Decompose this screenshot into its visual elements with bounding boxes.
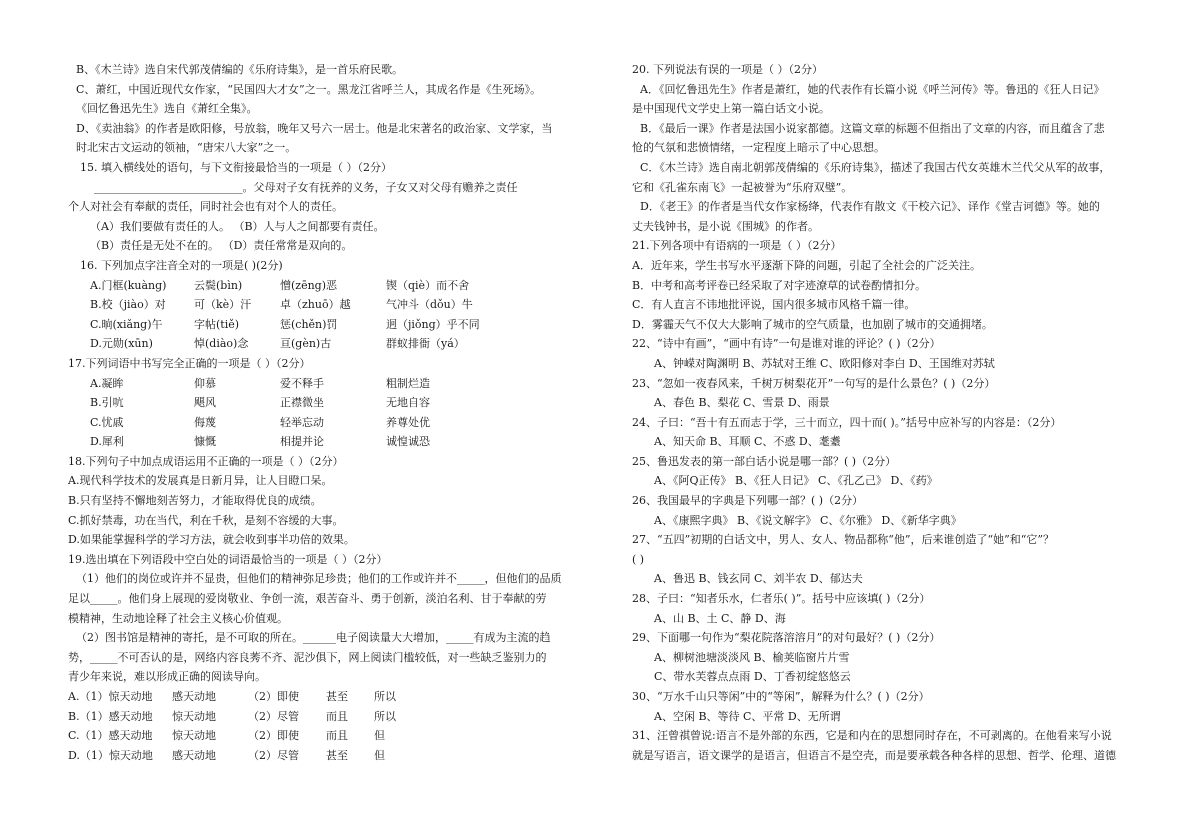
q14-option-b: B、《木兰诗》选自宋代郭茂倩编的《乐府诗集》，是一首乐府民歌。: [76, 63, 404, 76]
q17-a-item1: A.凝眸: [90, 376, 124, 390]
q16-option-a: [68, 276, 588, 296]
q16-d-item1: D.元勋(xūn): [90, 337, 153, 351]
q21-option-b: B．中考和高考评卷已经采取了对字迹潦草的试卷酌情扣分。: [632, 278, 927, 292]
q16-c-item1: C.晌(xiǎng)午: [90, 317, 163, 331]
q14-option-d-line2: 时北宋古文运动的领袖，“唐宋八大家”之一。: [76, 141, 297, 155]
q20-option-d-line2: 丈夫钱钟书，是小说《围城》的作者。: [632, 219, 819, 233]
q17-c-item3: 轻举忘动: [280, 415, 324, 429]
q23-options: A、春色 B、梨花 C、雪景 D、雨景: [654, 396, 830, 410]
q19-passage1-line2: 足以_____。他们身上展现的爱岗敬业、争创一流，艰苦奋斗、勇于创新，淡泊名利、甘于奉献的劳: [68, 592, 547, 606]
q19-b-item2: 惊天动地: [172, 709, 216, 723]
q17-stem: 17.下列词语中书写完全正确的一项是（ ）（2分）: [68, 356, 311, 370]
q19-option-a: [68, 687, 588, 707]
q15-text-line1: ___________________________。父母对子女有抚养的义务，子女又对父母有赡养之责任: [94, 180, 518, 194]
q17-b-item2: 飓风: [194, 396, 216, 410]
q19-c-item3: （2）即使: [248, 729, 299, 743]
q23-stem: 23、“忽如一夜春风来，千树万树梨花开”一句写的是什么景色？( )（2分）: [632, 376, 996, 390]
q20-option-c-line2: 它和《孔雀东南飞》一起被誉为“乐府双璧”。: [632, 180, 853, 194]
left-column: [68, 60, 588, 765]
q19-a-item2: 感天动地: [172, 690, 216, 703]
q19-a-item4: 甚至: [326, 690, 348, 703]
q19-a-item5: 所以: [374, 690, 396, 703]
q18-option-c: C.抓好禁毒，功在当代，利在千秋，是刻不容缓的大事。: [68, 513, 344, 527]
q14-option-d-line1: D、《卖油翁》的作者是欧阳修，号放翁，晚年又号六一居士。他是北宋著名的政治家、文学家，当: [76, 121, 553, 135]
q21-option-c: C．有人直言不讳地批评说，国内很多城市风格千篇一律。: [632, 298, 916, 312]
q18-stem: 18.下列句子中加点成语运用不正确的一项是（ ）（2分）: [68, 454, 344, 468]
q17-a-item4: 粗制烂造: [386, 376, 430, 390]
q19-c-item2: 惊天动地: [172, 729, 216, 743]
q15-stem: 15. 填入横线处的语句，与下文衔接最恰当的一项是（ ）（2分）: [80, 160, 392, 174]
q16-b-item2: 可（kè）汗: [194, 298, 252, 312]
q16-d-item4: 群蚁排衙（yá）: [386, 337, 465, 351]
q19-stem: 19.选出填在下列语段中空白处的词语最恰当的一项是（ ）（2分）: [68, 552, 388, 566]
q29-options-line1: A、柳树池塘淡淡风 B、榆荚临窗片片雪: [654, 650, 850, 664]
q14-option-c-line2: 《回忆鲁迅先生》选自《萧红全集》。: [76, 102, 258, 116]
q16-stem: 16. 下列加点字注音全对的一项是( )(2分): [80, 258, 283, 272]
q17-b-item3: 正襟微坐: [280, 396, 324, 410]
q15-options-line1: （A）我们要做有责任的人。 （B）人与人之间都要有责任。: [90, 219, 385, 233]
q14-option-c-line1: C、萧红，中国近现代女作家，“民国四大才女”之一。黑龙江省呼兰人，其成名作是《生死场》。: [76, 82, 542, 96]
q18-option-b: B.只有坚持不懈地刻苦努力，才能取得优良的成绩。: [68, 494, 322, 508]
q27-stem-line1: 27、“五四”初期的白话文中，男人、女人、物品都称“他”，后来谁创造了“她”和“它”？: [632, 533, 1054, 547]
q29-stem: 29、下面哪一句作为“梨花院落溶溶月”的对句最好？( )（2分）: [632, 631, 941, 645]
q19-passage1-line3: 模精神，生动地诠释了社会主义核心价值观。: [68, 611, 288, 625]
q17-d-item1: D.犀利: [90, 435, 124, 449]
q26-stem: 26、我国最早的字典是下列哪一部？( )（2分）: [632, 494, 864, 508]
q19-d-item4: 甚至: [326, 748, 348, 762]
q17-b-item1: B.引吭: [90, 396, 124, 410]
right-column: [632, 60, 1162, 765]
q19-a-item1: A.（1）惊天动地: [68, 690, 153, 703]
q19-passage2-line2: 势，_____不可否认的是，网络内容良莠不齐、泥沙俱下，网上阅读门槛较低，对一些缺乏鉴别力的: [68, 650, 547, 664]
q27-stem-line2: ( ): [632, 552, 645, 566]
q19-b-item5: 所以: [374, 709, 396, 723]
q20-option-d-line1: D．《老王》的作者是当代女作家杨绛，代表作有散文《干校六记》、译作《堂吉诃德》等。她的: [640, 200, 1100, 214]
q29-options-line2: C、带水芙蓉点点雨 D、丁香初绽悠悠云: [654, 670, 851, 684]
q17-option-d: [68, 432, 588, 452]
q17-c-item2: 侮蔑: [194, 415, 216, 429]
q17-c-item1: C.忧戚: [90, 415, 124, 429]
q27-options: A、鲁迅 B、钱玄同 C、刘半农 D、郁达夫: [654, 572, 863, 586]
q20-option-c-line1: C．《木兰诗》选自南北朝郭茂倩编的《乐府诗集》，描述了我国古代女英雄木兰代父从军的故事，: [640, 160, 1111, 174]
q19-c-item4: 而且: [326, 729, 348, 743]
q19-c-item5: 但: [374, 729, 385, 743]
q17-d-item2: 慷慨: [194, 435, 216, 449]
q31-line1: 31、汪曾祺曾说:语言不是外部的东西，它是和内在的思想同时存在，不可剥离的。在他看来写小说: [632, 729, 1112, 743]
q16-c-item3: 惩(chěn)罚: [280, 317, 338, 331]
q16-d-item3: 亘(gèn)古: [280, 337, 332, 351]
q19-option-d: [68, 746, 588, 766]
q19-d-item1: D.（1）惊天动地: [68, 748, 153, 762]
q25-stem: 25、鲁迅发表的第一部白话小说是哪一部？( )（2分）: [632, 454, 897, 468]
q22-stem: 22、“诗中有画”，“画中有诗”一句是谁对谁的评论？( )（2分）: [632, 337, 941, 351]
q16-option-d: [68, 334, 588, 354]
q20-option-b-line1: B．《最后一课》作者是法国小说家都德。这篇文章的标题不但指出了文章的内容，而且蕴含了悲: [640, 121, 1105, 135]
q16-c-item4: 迥（jiǒng）乎不同: [386, 317, 480, 331]
q19-option-c: [68, 726, 588, 746]
q28-options: A、山 B、土 C、静 D、海: [654, 611, 786, 625]
q16-b-item3: 卓（zhuō）越: [280, 298, 351, 312]
q16-d-item2: 悼(diào)念: [194, 337, 249, 351]
q19-c-item1: C.（1）感天动地: [68, 729, 153, 743]
q17-a-item2: 仰慕: [194, 376, 216, 390]
q15-options-line2: （B）责任是无处不在的。 （D）责任常常是双向的。: [90, 239, 353, 253]
q19-b-item3: （2）尽管: [248, 709, 299, 723]
q17-a-item3: 爱不释手: [280, 376, 324, 390]
q20-option-a-line2: 是中国现代文学史上第一篇白话文小说。: [632, 102, 830, 116]
q17-c-item4: 养尊处优: [386, 415, 430, 429]
q16-option-c: [68, 315, 588, 335]
q16-a-item3: 憎(zēng)恶: [280, 278, 338, 292]
q15-text-line2: 个人对社会有奉献的责任，同时社会也有对个人的责任。: [68, 200, 343, 214]
q18-option-d: D.如果能掌握科学的学习方法，就会收到事半功倍的效果。: [68, 533, 355, 547]
q18-option-a: A.现代科学技术的发展真是日新月异，让人目瞪口呆。: [68, 474, 333, 488]
q19-passage2-line1: （2）图书馆是精神的寄托，是不可取的所在。______电子阅读量大大增加，_____有成为主流的趋: [76, 631, 551, 645]
q24-options: A、知天命 B、耳顺 C、不惑 D、耄耋: [654, 435, 841, 449]
q16-option-b: [68, 295, 588, 315]
q19-b-item4: 而且: [326, 709, 348, 723]
q16-c-item2: 字帖(tiě): [194, 317, 240, 331]
q17-b-item4: 无地自容: [386, 396, 430, 410]
q19-d-item5: 但: [374, 748, 385, 762]
q16-a-item1: A.门框(kuàng): [90, 278, 167, 292]
q16-b-item1: B.校（jiào）对: [90, 298, 166, 312]
q30-stem: 30、“万水千山只等闲”中的“等闲”，解释为什么？( )（2分）: [632, 690, 930, 703]
q19-option-b: [68, 707, 588, 727]
q17-d-item3: 相提并论: [280, 435, 324, 449]
q19-a-item3: （2）即使: [248, 690, 299, 703]
q19-passage2-line3: 青少年来说，难以形成正确的阅读导向。: [68, 670, 266, 684]
q22-options: A、钟嵘对陶渊明 B、苏轼对王维 C、欧阳修对李白 D、王国维对苏轼: [654, 356, 995, 370]
q20-option-a-line1: A．《回忆鲁迅先生》作者是萧红，她的代表作有长篇小说《呼兰河传》等。鲁迅的《狂人日记》: [640, 82, 1105, 96]
q21-option-a: A．近年来，学生书写水平逐渐下降的问题，引起了全社会的广泛关注。: [632, 258, 981, 272]
q21-option-d: D．雾霾天气不仅大大影响了城市的空气质量，也加剧了城市的交通拥堵。: [632, 317, 993, 331]
q31-line2: 就是写语言，语文课学的是语言，但语言不是空壳，而是要承载各种各样的思想、哲学、伦理、道德: [632, 748, 1116, 762]
q17-option-b: [68, 393, 588, 413]
q19-d-item2: 感天动地: [172, 748, 216, 762]
q16-b-item4: 气冲斗（dǒu）牛: [386, 298, 473, 312]
q25-options: A、《阿Q正传》 B、《狂人日记》 C、《孔乙己》 D、《药》: [654, 474, 938, 488]
q21-stem: 21.下列各项中有语病的一项是（ ）（2分）: [632, 239, 842, 253]
q16-a-item4: 锲（qiè）而不舍: [386, 278, 470, 292]
q26-options: A、《康熙字典》 B、《说文解字》 C、《尔雅》 D、《新华字典》: [654, 513, 962, 527]
q17-d-item4: 诚惶诚恐: [386, 435, 430, 449]
q20-stem: 20. 下列说法有误的一项是（ ）（2分）: [632, 63, 823, 76]
q17-option-c: [68, 413, 588, 433]
q16-a-item2: 云鬓(bìn): [194, 278, 243, 292]
q24-stem: 24、子曰：“吾十有五而志于学，三十而立，四十而( )。”括号中应补写的内容是：（2分）: [632, 415, 1062, 429]
q30-options: A、空闲 B、等待 C、平常 D、无所谓: [654, 709, 841, 723]
q19-d-item3: （2）尽管: [248, 748, 299, 762]
q19-passage1-line1: （1）他们的岗位或许并不显贵，但他们的精神弥足珍贵；他们的工作或许并不_____，但他们的品质: [76, 572, 562, 586]
q17-option-a: [68, 374, 588, 394]
q28-stem: 28、子曰：“知者乐水，仁者乐( )”。括号中应该填( )（2分）: [632, 592, 931, 606]
q19-b-item1: B.（1）感天动地: [68, 709, 153, 723]
q20-option-b-line2: 怆的气氛和悲愤情绪，一定程度上暗示了中心思想。: [632, 141, 885, 155]
